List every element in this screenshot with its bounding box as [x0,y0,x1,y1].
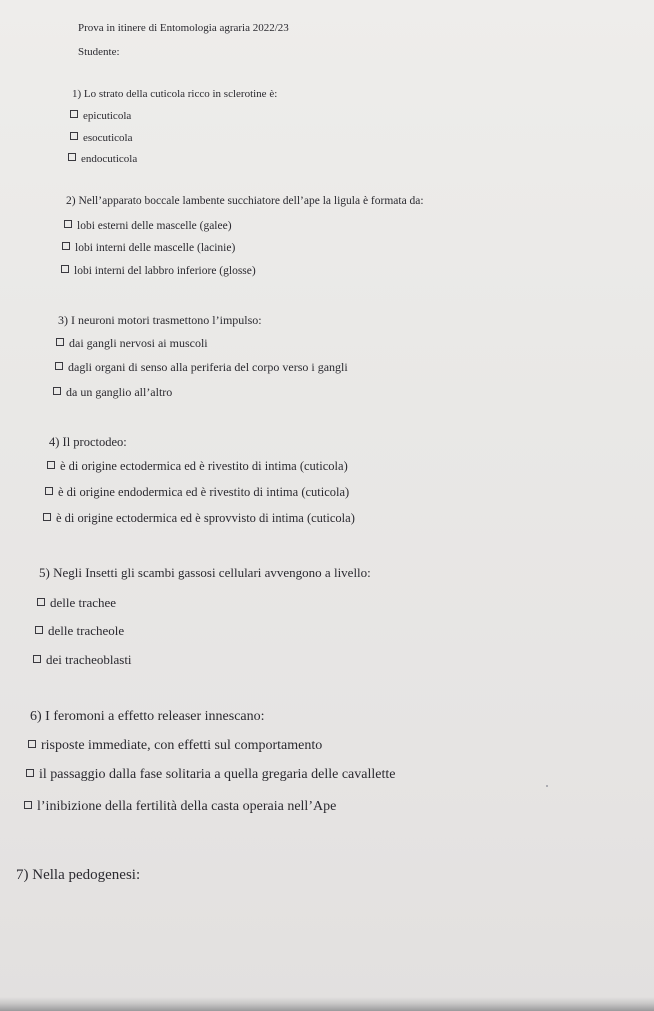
option-6c[interactable]: l’inibizione della fertilità della casta operaia nell’Ape [24,799,336,815]
option-2b[interactable]: lobi interni delle mascelle (lacinie) [62,242,235,254]
option-4c[interactable]: è di origine ectodermica ed è sprovvisto di intima (cuticola) [43,511,355,526]
paper-speck [546,785,548,787]
checkbox-icon [53,387,61,395]
question-1: 1) Lo strato della cuticola ricco in sclerotine è: [72,88,278,100]
question-7: 7) Nella pedogenesi: [16,867,141,883]
sheet-bottom-edge [0,997,654,1011]
exam-title: Prova in itinere di Entomologia agraria 2022/23 [78,22,289,34]
option-1b[interactable]: esocuticola [70,132,132,144]
question-3: 3) I neuroni motori trasmettono l’impulso: [58,313,262,327]
option-1c[interactable]: endocuticola [68,153,137,165]
checkbox-icon [37,598,45,606]
checkbox-icon [35,626,43,634]
checkbox-icon [43,513,51,521]
option-5c[interactable]: dei tracheoblasti [33,652,132,668]
option-2a[interactable]: lobi esterni delle mascelle (galee) [64,220,232,232]
option-3c[interactable]: da un ganglio all’altro [53,385,172,400]
checkbox-icon [26,769,34,777]
checkbox-icon [62,242,70,250]
question-5: 5) Negli Insetti gli scambi gassosi cellulari avvengono a livello: [39,565,371,580]
option-4b[interactable]: è di origine endodermica ed è rivestito di intima (cuticola) [45,485,349,500]
checkbox-icon [70,110,78,118]
option-5a[interactable]: delle trachee [37,595,116,611]
question-6: 6) I feromoni a effetto releaser innescano: [30,709,265,724]
question-4: 4) Il proctodeo: [49,435,127,449]
checkbox-icon [45,487,53,495]
option-5b[interactable]: delle tracheole [35,623,124,639]
checkbox-icon [68,153,76,161]
option-6b[interactable]: il passaggio dalla fase solitaria a quella gregaria delle cavallette [26,767,395,783]
question-2: 2) Nell’apparato boccale lambente succhiatore dell’ape la ligula è formata da: [66,195,424,207]
checkbox-icon [55,362,63,370]
option-2c[interactable]: lobi interni del labbro inferiore (glosse) [61,265,256,277]
option-3a[interactable]: dai gangli nervosi ai muscoli [56,336,208,351]
checkbox-icon [28,740,36,748]
checkbox-icon [33,655,41,663]
checkbox-icon [47,461,55,469]
checkbox-icon [56,338,64,346]
checkbox-icon [61,265,69,273]
option-6a[interactable]: risposte immediate, con effetti sul comportamento [28,738,322,754]
checkbox-icon [64,220,72,228]
checkbox-icon [24,801,32,809]
checkbox-icon [70,132,78,140]
student-label: Studente: [78,46,120,58]
option-1a[interactable]: epicuticola [70,110,131,122]
option-4a[interactable]: è di origine ectodermica ed è rivestito di intima (cuticola) [47,459,348,474]
option-3b[interactable]: dagli organi di senso alla periferia del corpo verso i gangli [55,360,348,375]
